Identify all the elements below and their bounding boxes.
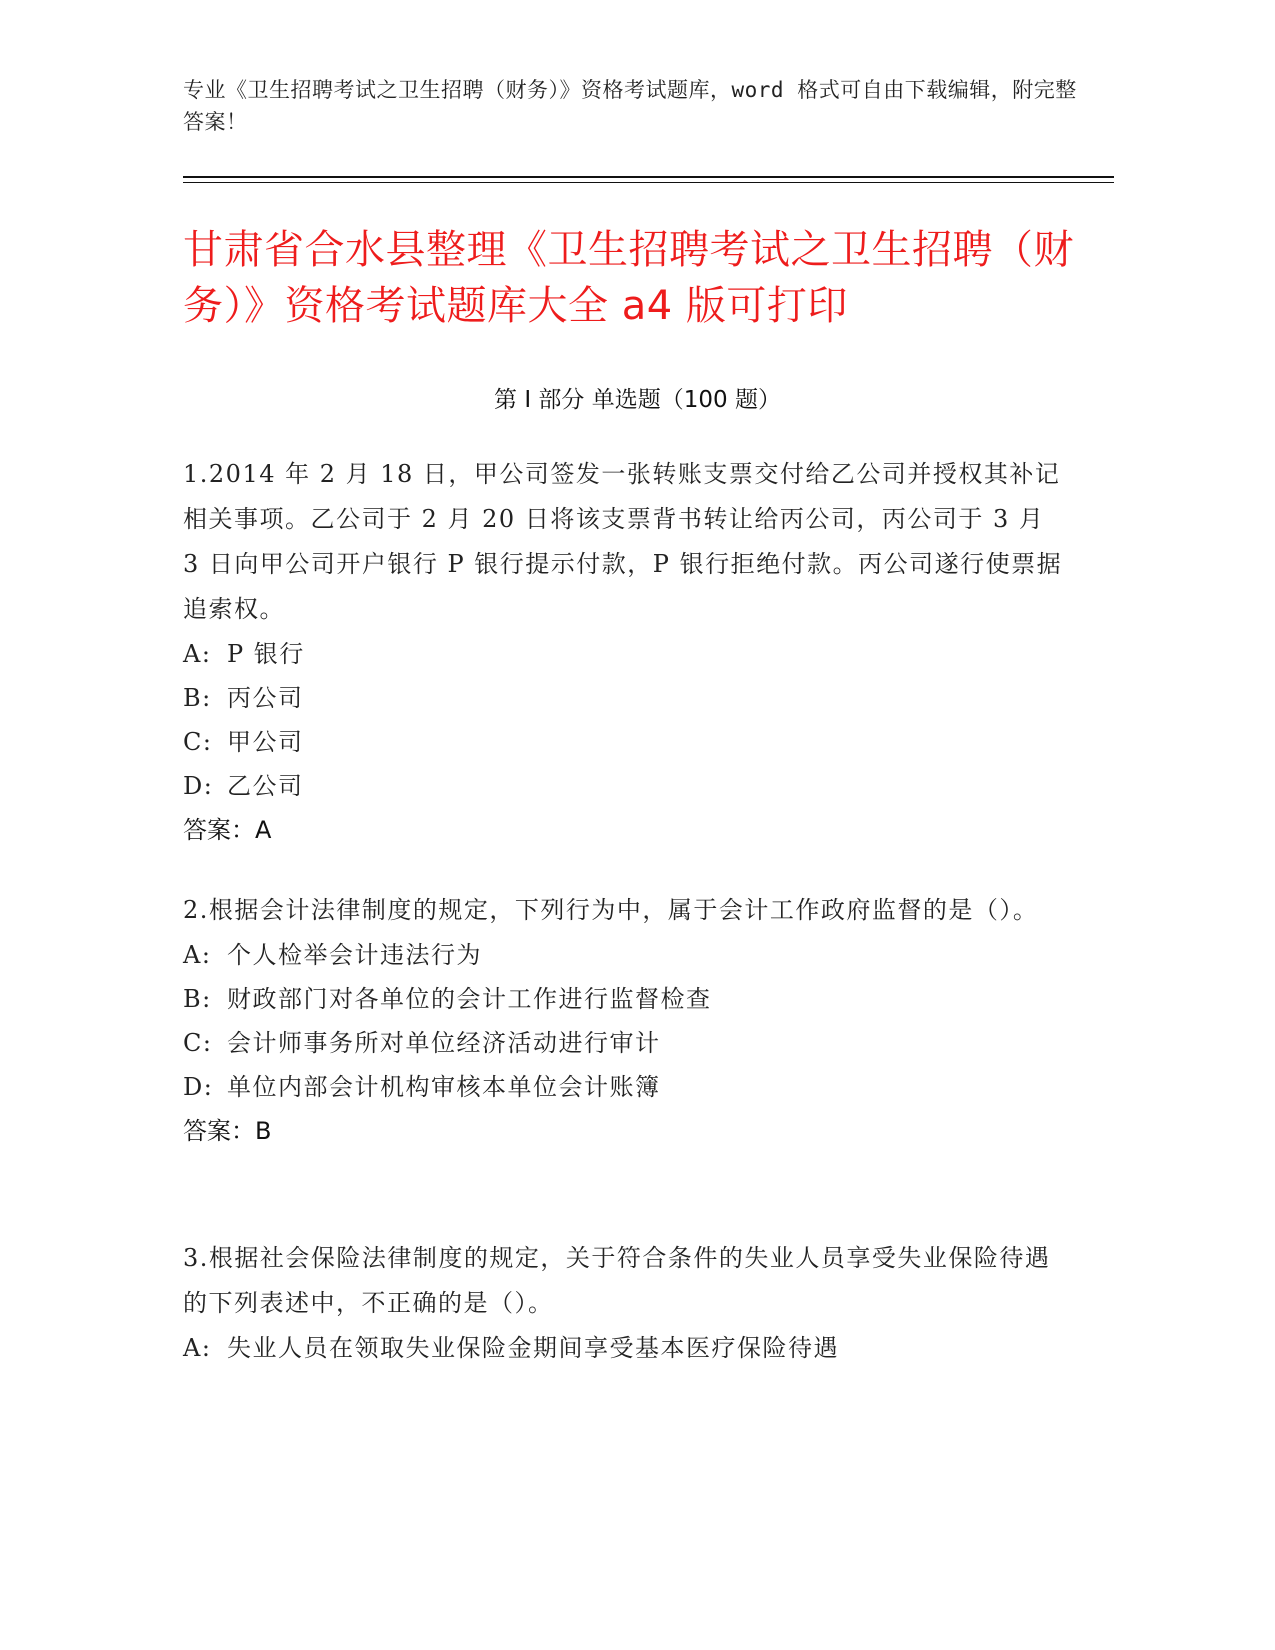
option-text: 个人检举会计违法行为 [227, 941, 482, 969]
question-2-option-c [183, 1021, 1063, 1065]
option-text: 乙公司 [227, 772, 304, 800]
option-key: A: [183, 941, 212, 969]
question-1-option-b [183, 676, 1063, 720]
option-key: D: [183, 1073, 214, 1101]
option-key: B: [183, 684, 212, 712]
option-key: C: [183, 1029, 213, 1057]
option-key: D: [183, 772, 214, 800]
document-title: 甘肃省合水县整理《卫生招聘考试之卫生招聘（财务）》资格考试题库大全 a4 版可打印 [183, 227, 1074, 329]
question-2 [183, 888, 1063, 1153]
option-text: 甲公司 [227, 728, 304, 756]
question-1-text: 1.2014 年 2 月 18 日，甲公司签发一张转账支票交付给乙公司并授权其补记相关事项。乙公司于 2 月 20 日将该支票背书转让给丙公司，丙公司于 3 月 3 日向甲公司开户银行 P 银行提示付款，P 银行拒绝付款。丙公司遂行使票据追索权。 [183, 460, 1063, 623]
option-key: C: [183, 728, 213, 756]
question-2-option-d [183, 1065, 1063, 1109]
option-text: 单位内部会计机构审核本单位会计账簿 [227, 1073, 661, 1101]
option-key: B: [183, 985, 212, 1013]
header-note: 专业《卫生招聘考试之卫生招聘（财务）》资格考试题库，word 格式可自由下载编辑，附完整答案！ [183, 78, 1077, 134]
question-2-answer: 答案：B [183, 1117, 272, 1145]
question-3 [183, 1236, 1063, 1370]
question-2-option-b [183, 977, 1063, 1021]
option-text: 丙公司 [227, 684, 304, 712]
question-2-option-a [183, 933, 1063, 977]
question-1 [183, 452, 1063, 852]
question-1-option-c [183, 720, 1063, 764]
question-1-option-d [183, 764, 1063, 808]
option-key: A: [183, 1334, 212, 1362]
option-text: 会计师事务所对单位经济活动进行审计 [227, 1029, 661, 1057]
header-divider-thin [183, 182, 1114, 183]
question-3-option-a [183, 1326, 1063, 1370]
option-text: P 银行 [227, 640, 305, 668]
option-text: 财政部门对各单位的会计工作进行监督检查 [227, 985, 712, 1013]
question-2-text: 2.根据会计法律制度的规定，下列行为中，属于会计工作政府监督的是（）。 [183, 896, 1039, 924]
section-heading: 第 I 部分 单选题（100 题） [494, 387, 781, 413]
header-divider-thick [183, 176, 1114, 178]
option-key: A: [183, 640, 212, 668]
option-text: 失业人员在领取失业保险金期间享受基本医疗保险待遇 [227, 1334, 839, 1362]
question-3-text: 3.根据社会保险法律制度的规定，关于符合条件的失业人员享受失业保险待遇的下列表述中，不正确的是（）。 [183, 1244, 1051, 1317]
question-1-answer: 答案：A [183, 816, 272, 844]
question-1-option-a [183, 632, 1063, 676]
